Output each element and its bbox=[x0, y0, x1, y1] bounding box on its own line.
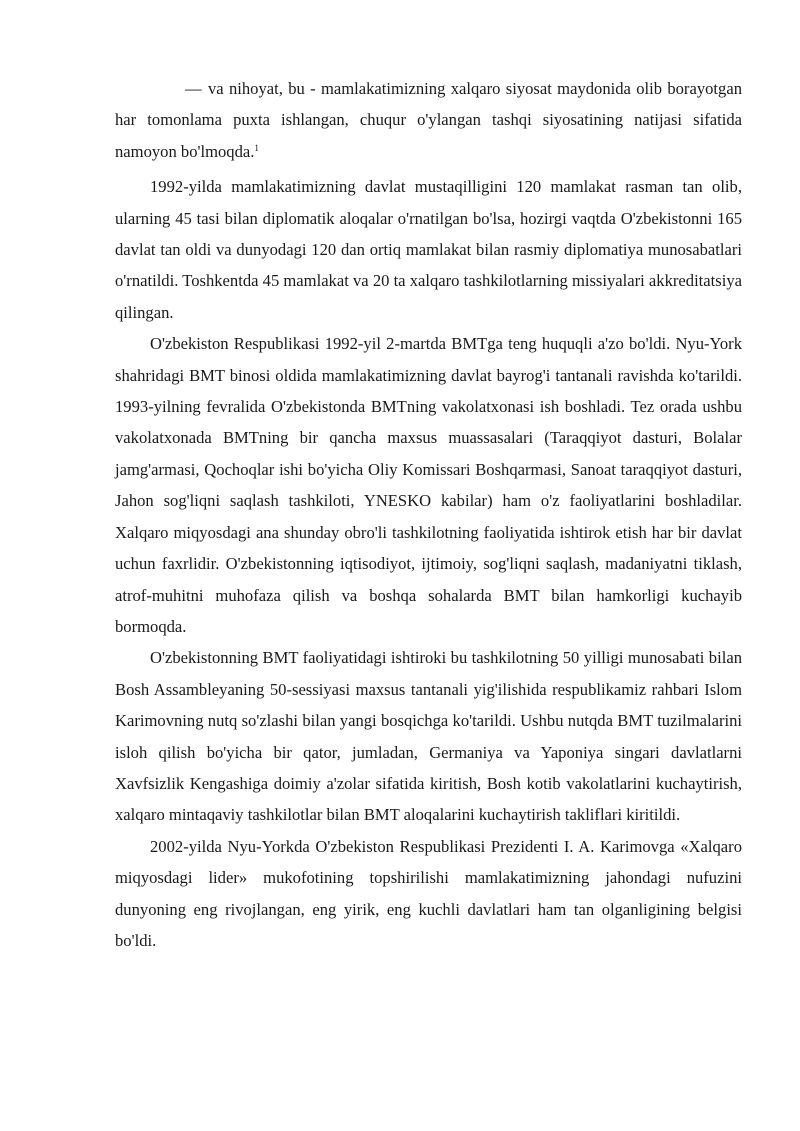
paragraph-1 bbox=[115, 73, 742, 167]
em-dash: — bbox=[185, 79, 202, 98]
paragraph-1-text: va nihoyat, bu - mamlakatimizning xalqaro siyosat maydonida olib borayotgan har tomonlama puxta ishlangan, chuqur o'ylangan tashqi siyosatining natijasi sifatida namoyon bo'lmoqda. bbox=[115, 79, 742, 161]
footnote-marker[interactable]: 1 bbox=[254, 142, 259, 153]
paragraph-5: 2002-yilda Nyu-Yorkda O'zbekiston Respublikasi Prezidenti I. A. Karimovga «Xalqaro miqyosdagi lider» mukofotining topshirilishi mamlakatimizning jahondagi nufuzini dunyoning eng rivojlangan, eng yirik, eng kuchli davlatlari ham tan olganligining belgisi bo'ldi. bbox=[115, 836, 742, 950]
document-page bbox=[115, 73, 742, 956]
paragraph-4: O'zbekistonning BMT faoliyatidagi ishtiroki bu tashkilotning 50 yilligi munosabati bilan Bosh Assambleyaning 50-sessiyasi maxsus tantanali yig'ilishida respublikamiz rahbari Islom Karimovning nutq so'zlashi bilan yangi bosqichga ko'tarildi. Ushbu nutqda BMT tuzilmalarini isloh qilish bo'yicha bir qator, jumladan, Germaniya va Yaponiya singari davlatlarni Xavfsizlik Kengashiga doimiy a'zolar sifatida kiritish, Bosh kotib vakolatlarini kuchaytirish, xalqaro mintaqaviy tashkilotlar bilan BMT aloqalarini kuchaytirish takliflari kiritildi. bbox=[115, 648, 742, 825]
paragraph-2: 1992-yilda mamlakatimizning davlat mustaqilligini 120 mamlakat rasman tan olib, ularning 45 tasi bilan diplomatik aloqalar o'rnatilgan bo'lsa, hozirgi vaqtda O'zbekistonni 165 davlat tan oldi va dunyodagi 120 dan ortiq mamlakat bilan rasmiy diplomatiya munosabatlari o'rnatildi. Toshkentda 45 mamlakat va 20 ta xalqaro tashkilotlarning missiyalari akkreditatsiya qilingan. bbox=[115, 177, 742, 322]
paragraph-3: O'zbekiston Respublikasi 1992-yil 2-martda BMTga teng huquqli a'zo bo'ldi. Nyu-York shahridagi BMT binosi oldida mamlakatimizning davlat bayrog'i tantanali ravishda ko'tarildi. 1993-yilning fevralida O'zbekistonda BMTning vakolatxonasi ish boshladi. Tez orada ushbu vakolatxonada BMTning bir qancha maxsus muassasalari (Taraqqiyot dasturi, Bolalar jamg'armasi, Qochoqlar ishi bo'yicha Oliy Komissari Boshqarmasi, Sanoat taraqqiyot dasturi, Jahon sog'liqni saqlash tashkiloti, YNESKO kabilar) ham o'z faoliyatlarini boshladilar. Xalqaro miqyosdagi ana shunday obro'li tashkilotning faoliyatida ishtirok etish har bir davlat uchun faxrlidir. O'zbekistonning iqtisodiyot, ijtimoiy, sog'liqni saqlash, madaniyatni tiklash, atrof-muhitni muhofaza qilish va boshqa sohalarda BMT bilan hamkorligi kuchayib bormoqda. bbox=[115, 334, 742, 636]
